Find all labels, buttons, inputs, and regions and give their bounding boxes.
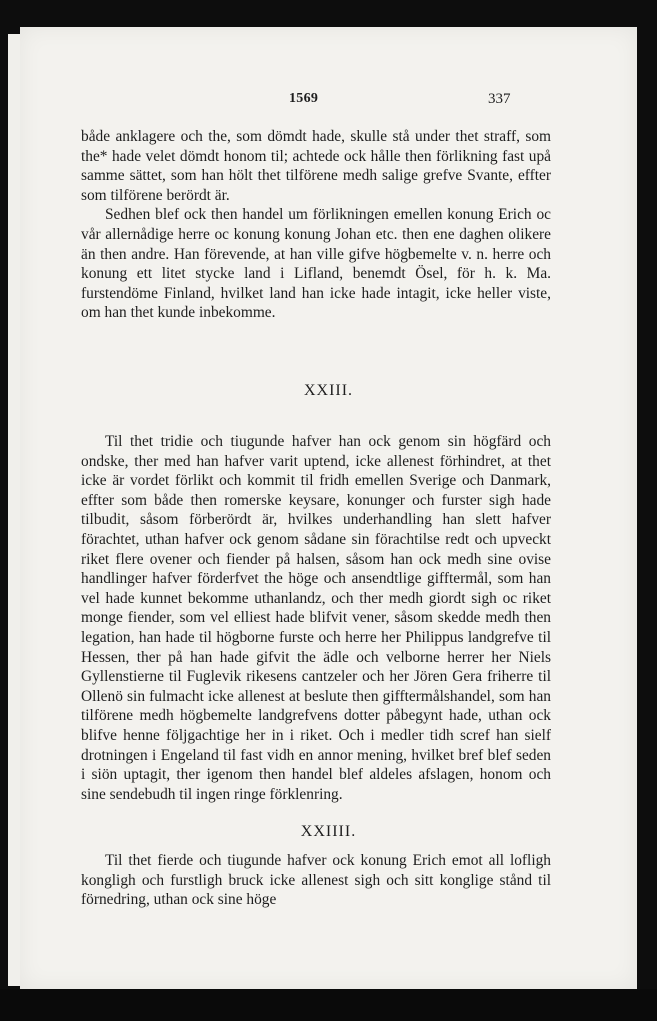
paragraph-continued: både anklagere och the, som dömdt hade, skulle stå under thet straff, som the* hade velet dömdt honom til; achtede ock hålle then förlikning fast upå samme sättet, som han hölt thet tilförene medh salige grefve Svante, effter som tilförene berördt är.: [81, 128, 551, 204]
page-spine-edge: [8, 34, 20, 986]
page-number: 337: [488, 91, 511, 107]
header-year: 1569: [289, 91, 319, 106]
text-block-2: [81, 432, 551, 804]
page-sheet: [20, 27, 637, 989]
text-block-3: [81, 851, 551, 910]
section-heading-xxiii: XXIII.: [303, 382, 354, 399]
section-heading-xxiiii: XXIIII.: [300, 823, 357, 840]
paragraph: Til thet tridie och tiugunde hafver han ock genom sin högfärd och ondske, ther med han hafver varit uptend, icke allenest förhindret, at thet icke är vordet förlikt och kommit til fridh emellen Sverige och Danmark, effter som både then romerske keysare, konunger och furster sigh hade tilbudit, såsom förberördt är, hvilkes underhandling han slett hafver förachtet, uthan hafver ock genom sådane sin förachtilse redt och upveckt riket flere ovener och fiender på halsen, såsom han ock medh sine ovise handlinger hafver förderfvet the höge och ansendtlige gifftermål, som han vel hade kunnet bekomme uthanlandz, och ther medh giordt sigh oc riket monge fiender, som vel elliest hade blifvit vener, såsom skedde medh then legation, han hade til högborne furste och herre her Philippus landgrefve til Hessen, ther på han hade gifvit the ädle och velborne herrer her Niels Gyllenstierne til Fuglevik rikesens cantzeler och her Jören Gera friherre til Ollenö sin fulmacht icke allenest at beslute then gifftermålshandel, som han tilförene medh högbemelte landgrefvens dotter påbegynt hade, uthan ock blifve henne följgachtige her in i riket. Och i medler tidh scref han sielf drotningen i Engeland til fast vidh en annor mening, hvilket bref blef seden i siön uptagit, ther igenom then handel blef aldeles afslagen, honom och sine sendebudh til ingen ringe förklenring.: [81, 433, 551, 803]
paragraph: Til thet fierde och tiugunde hafver ock konung Erich emot all lofligh kongligh och furstligh bruck icke allenest sigh och sitt konglige stånd til förnedring, uthan ock sine höge: [81, 852, 551, 909]
text-block-1: [81, 127, 551, 323]
scan-bottom-border: [0, 989, 657, 1021]
paragraph: Sedhen blef ock then handel um förlikningen emellen konung Erich oc vår allernådige herre oc konung konung Johan etc. then ene daghen olikere än then andre. Han förevende, at han ville gifve högbemelte v. n. herre och konung ett litet stycke land i Lifland, benemdt Ösel, för h. k. Ma. furstendöme Finland, hvilket land han icke hade intagit, icke heller viste, om han thet kunde inbekomme.: [81, 206, 551, 322]
running-header: [20, 89, 637, 111]
